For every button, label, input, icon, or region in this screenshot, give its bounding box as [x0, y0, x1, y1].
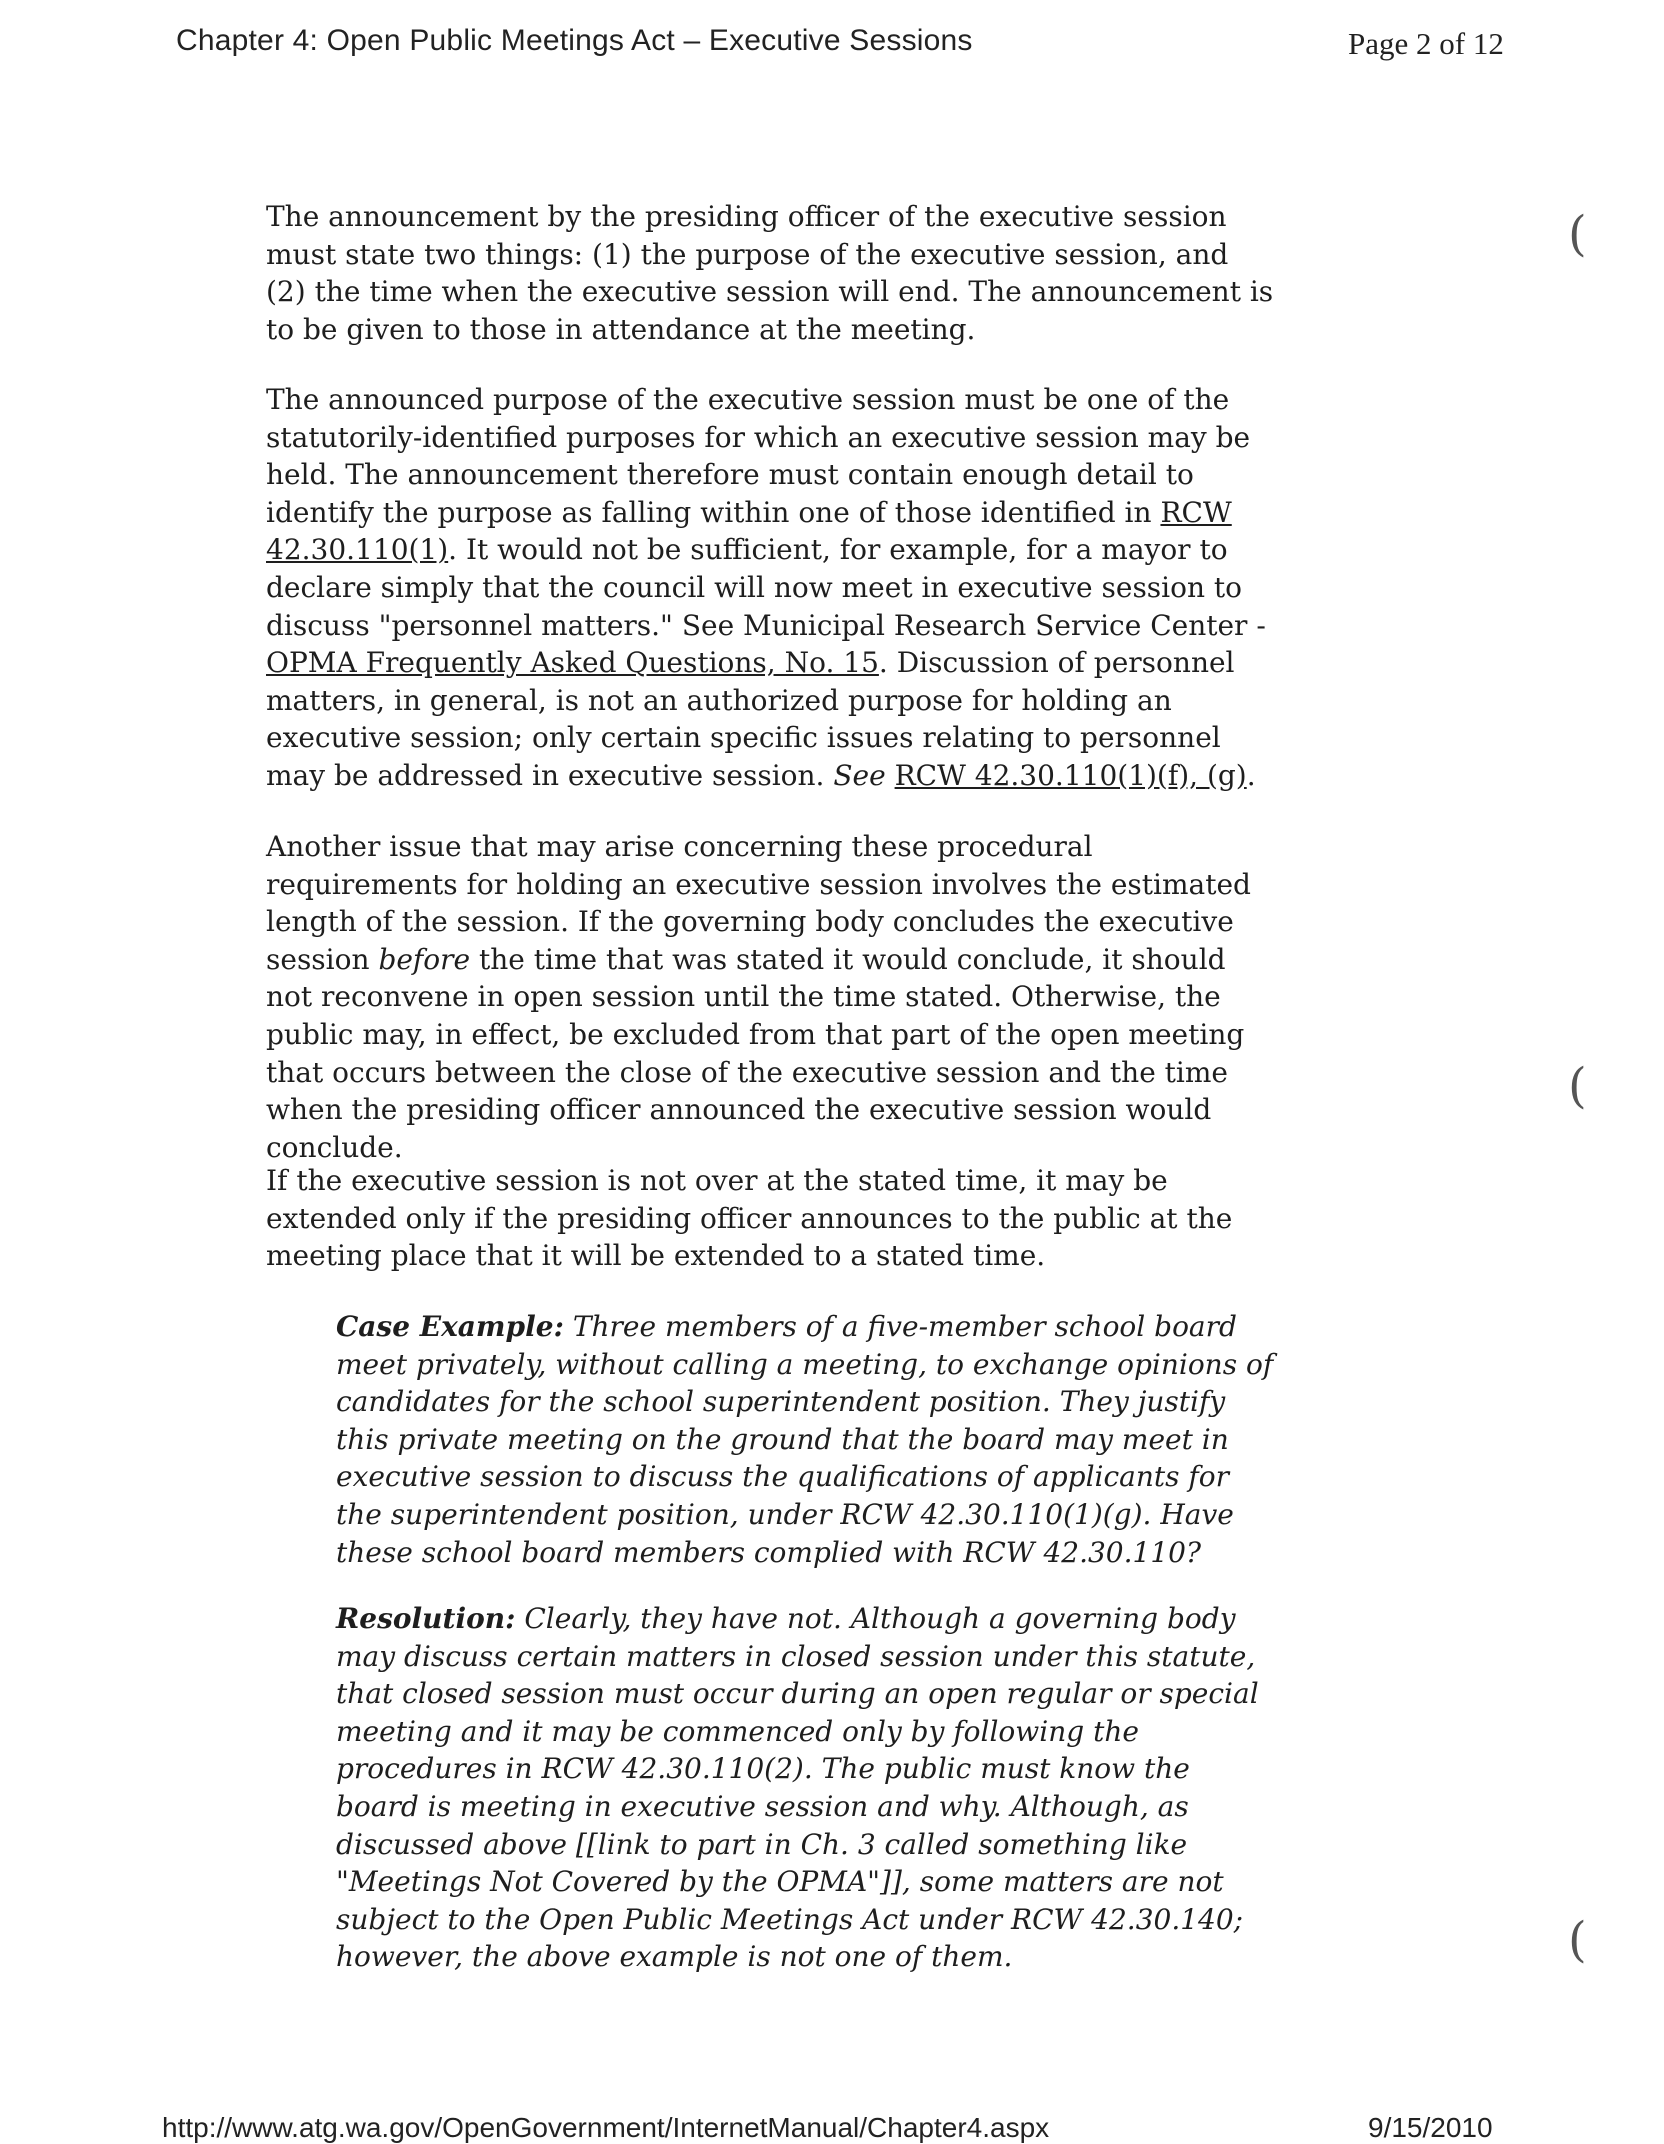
case-example-label: Case Example:: [336, 1310, 564, 1343]
margin-parenthesis-mark: (: [1568, 1058, 1587, 1114]
rcw-42-30-110-1-f-g-link[interactable]: RCW 42.30.110(1)(f), (g): [894, 758, 1247, 792]
margin-parenthesis-mark: (: [1568, 1912, 1587, 1968]
resolution-label: Resolution:: [336, 1602, 516, 1635]
emphasis-before: before: [378, 942, 471, 976]
paragraph-announcement: [266, 198, 1276, 348]
footer-date: 9/15/2010: [1368, 2112, 1493, 2143]
see-signal: See: [833, 758, 886, 792]
paragraph-text: Another issue that may arise concerning these procedural requirements for holding an executive session involves the estimated length of the session. If the governing body concludes the executive session: [266, 830, 1251, 976]
opma-faq-link[interactable]: OPMA Frequently Asked Questions, No. 15: [266, 646, 879, 680]
paragraph-text: If the executive session is not over at the stated time, it may be extended only if the presiding officer announces to the public at the meeting place that it will be extended to a stated time.: [266, 1164, 1233, 1273]
margin-parenthesis-mark: (: [1568, 206, 1587, 262]
resolution-text: Clearly, they have not. Although a governing body may discuss certain matters in closed session under this statute, that closed session must occur during an open regular or special meeting and it may be commenced only by following the procedures in RCW 42.30.110(2). The public must know the board is meeting in executive session and why. Although, as discussed above [[link to part in Ch. 3 called something like "Meetings Not Covered by the OPMA"]], some matters are not subject to the Open Public Meetings Act under RCW 42.30.140; however, the above example is not one of them.: [336, 1602, 1259, 1974]
case-example-text: Three members of a five-member school board meet privately, without calling a meeting, to exchange opinions of candidates for the school superintendent position. They justify this private meeting on the ground that the board may meet in executive session to discuss the qualifications of applicants for the superintendent position, under RCW 42.30.110(1)(g). Have these school board members complied with RCW 42.30.110?: [336, 1310, 1274, 1569]
case-example: [336, 1308, 1276, 1571]
page-number: Page 2 of 12: [1348, 26, 1504, 61]
paragraph-text: The announcement by the presiding officer of the executive session must state two things: (1) the purpose of the executive session, and (2) the time when the executive session will end. The announcement is to be given to those in attendance at the meeting.: [266, 200, 1274, 346]
paragraph-text: . It would not be sufficient, for example, for a mayor to declare simply that the council will now meet in executive session to discuss "personnel matters." See Municipal Research Service Center -: [266, 533, 1266, 642]
paragraph-extension: [266, 1162, 1276, 1275]
paragraph-text: . Discussion of personnel matters, in general, is not an authorized purpose for holding an executive session; only certain specific issues relating to personnel may be addressed in executive session.: [266, 646, 1235, 792]
rcw-42-30-110-1-link[interactable]: RCW 42.30.110(1): [266, 495, 1232, 567]
paragraph-text: The announced purpose of the executive session must be one of the statutorily-identified purposes for which an executive session may be held. The announcement therefore must contain enough detail to identify the purpose as falling within one of those identified in: [266, 383, 1251, 529]
paragraph-text: .: [1246, 758, 1256, 792]
page-header-title: Chapter 4: Open Public Meetings Act – Executive Sessions: [176, 24, 973, 57]
resolution: [336, 1600, 1276, 1976]
paragraph-announced-purpose: [266, 381, 1276, 795]
footer-url: http://www.atg.wa.gov/OpenGovernment/InternetManual/Chapter4.aspx: [162, 2112, 1050, 2143]
paragraph-session-length: [266, 828, 1276, 1166]
paragraph-text: the time that was stated it would conclude, it should not reconvene in open session until the time stated. Otherwise, the public may, in effect, be excluded from that part of the open meeting that occurs between the close of the executive session and the time when the presiding officer announced the executive session would conclude.: [266, 942, 1245, 1164]
